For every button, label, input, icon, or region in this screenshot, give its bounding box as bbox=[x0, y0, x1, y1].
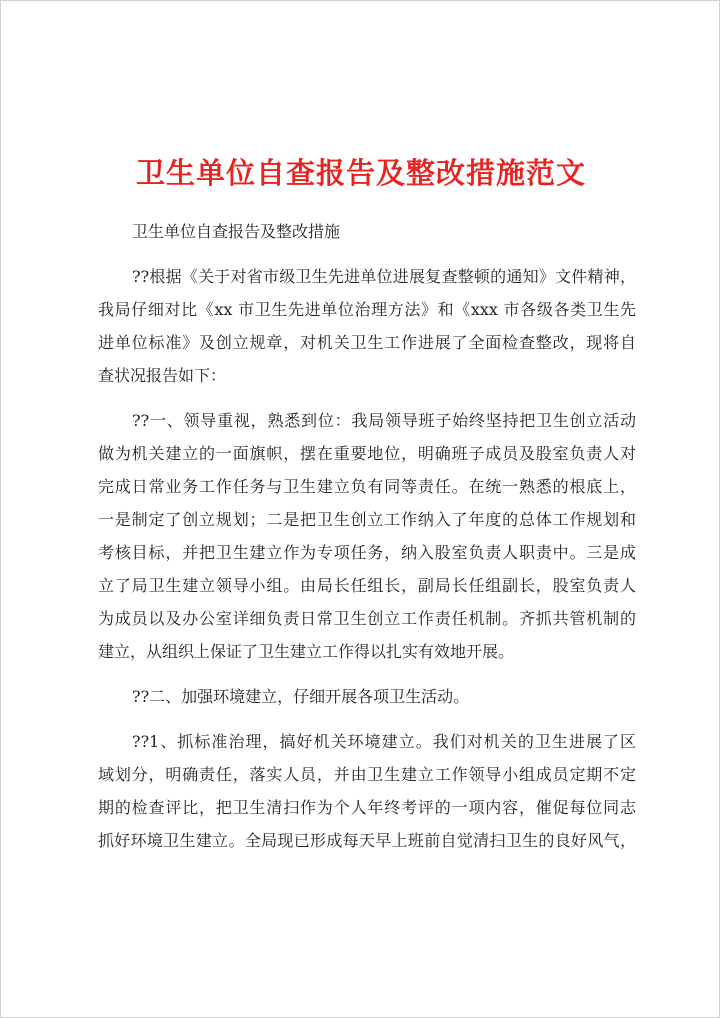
paragraph-4 bbox=[98, 725, 636, 857]
paragraph-line: 期的检查评比，把卫生清扫作为个人年终考评的一项内容，催促每位同志 bbox=[98, 798, 636, 817]
paragraph-2 bbox=[98, 404, 636, 668]
paragraph-line: 域划分，明确责任，落实人员，并由卫生建立工作领导小组成员定期不定 bbox=[98, 765, 636, 784]
paragraph-line: ??1、抓标准治理，搞好机关环境建立。我们对机关的卫生进展了区 bbox=[132, 732, 636, 751]
paragraph-1 bbox=[98, 260, 636, 392]
paragraph-line: 建立，从组织上保证了卫生建立工作得以扎实有效地开展。 bbox=[98, 642, 515, 661]
paragraph-line: 考核目标，并把卫生建立作为专项任务，纳入股室负责人职责中。三是成 bbox=[98, 543, 636, 562]
document-body bbox=[98, 215, 636, 857]
paragraph-line: 立了局卫生建立领导小组。由局长任组长，副局长任组副长，股室负责人 bbox=[98, 576, 636, 595]
paragraph-line: 为成员以及办公室详细负责日常卫生创立工作责任机制。齐抓共管机制的 bbox=[98, 609, 636, 628]
paragraph-line: 查状况报告如下： bbox=[98, 366, 227, 385]
paragraph-3 bbox=[98, 680, 636, 713]
paragraph-line: 进单位标准》及创立规章，对机关卫生工作进展了全面检查整改，现将自 bbox=[98, 333, 636, 352]
document-subtitle: 卫生单位自查报告及整改措施 bbox=[132, 222, 341, 241]
document-title: 卫生单位自查报告及整改措施范文 bbox=[135, 156, 586, 190]
paragraph-line: 我局仔细对比《xx 市卫生先进单位治理方法》和《xxx 市各级各类卫生先 bbox=[98, 300, 636, 319]
paragraph-line: ??二、加强环境建立，仔细开展各项卫生活动。 bbox=[132, 687, 470, 706]
paragraph-line: ??一、领导重视，熟悉到位：我局领导班子始终坚持把卫生创立活动 bbox=[132, 411, 636, 430]
paragraph-line: 做为机关建立的一面旗帜，摆在重要地位，明确班子成员及股室负责人对 bbox=[98, 444, 636, 463]
paragraph-line: 一是制定了创立规划；二是把卫生创立工作纳入了年度的总体工作规划和 bbox=[98, 510, 636, 529]
paragraph-line: 抓好环境卫生建立。全局现已形成每天早上班前自觉清扫卫生的良好风气， bbox=[98, 831, 636, 850]
paragraph-line: ??根据《关于对省市级卫生先进单位进展复查整顿的通知》文件精神， bbox=[132, 267, 636, 286]
paragraph-line: 完成日常业务工作任务与卫生建立负有同等责任。在统一熟悉的根底上， bbox=[98, 477, 636, 496]
